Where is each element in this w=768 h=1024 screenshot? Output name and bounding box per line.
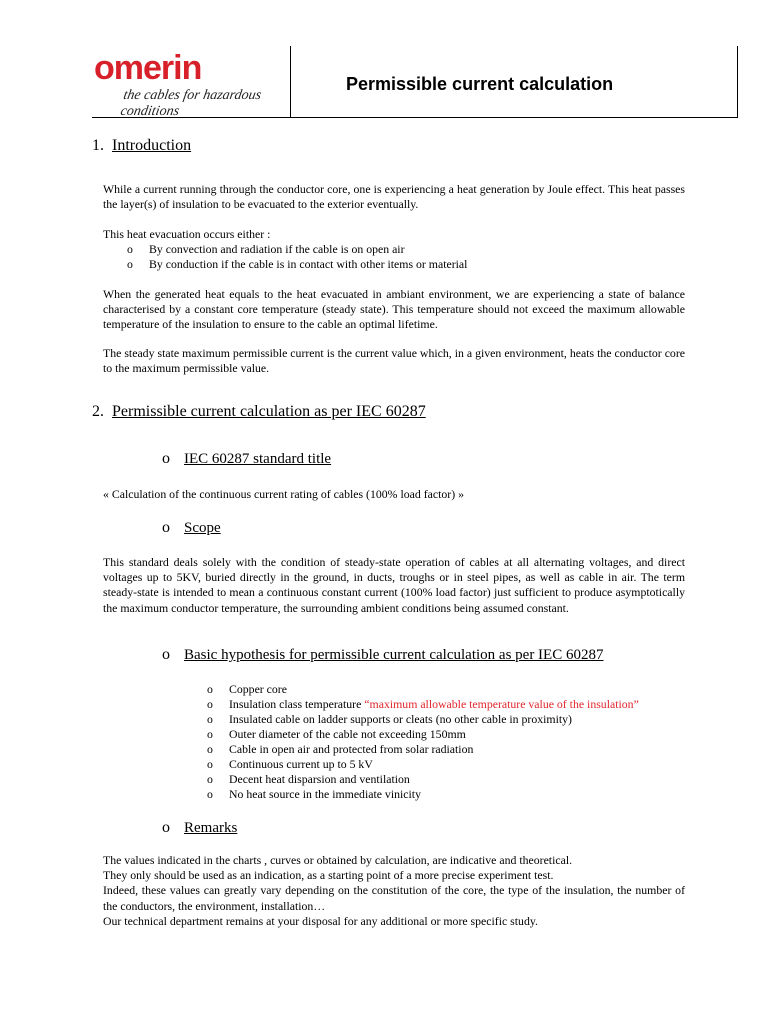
bullet-icon: o bbox=[207, 787, 213, 801]
section-number: 2. bbox=[92, 403, 104, 420]
company-logo: omerin bbox=[94, 49, 202, 87]
section-title: Introduction bbox=[112, 137, 192, 154]
subsection-basic-hypothesis: o Basic hypothesis for permissible current calculation as per IEC 60287 bbox=[162, 646, 604, 663]
section-2-heading bbox=[92, 403, 426, 421]
list-item: o No heat source in the immediate vinicity bbox=[207, 787, 421, 801]
bullet-icon: o bbox=[162, 519, 170, 536]
bullet-icon: o bbox=[207, 682, 213, 696]
document-title: Permissible current calculation bbox=[346, 74, 614, 94]
bullet-icon: o bbox=[127, 242, 133, 256]
remarks-paragraph: The values indicated in the charts , curves or obtained by calculation, are indicative and theoretical. They only should be used as an indication, as a starting point of a more precise experiment test. Indeed, these values can greatly vary depending on the constitution of the core, the type of the insulation, the number of the conductors, the environment, installation… Our technical department remains at your disposal for any additional or more specific study. bbox=[103, 853, 685, 928]
bullet-icon: o bbox=[207, 697, 213, 711]
subsection-standard-title: o IEC 60287 standard title bbox=[162, 450, 332, 467]
list-item: o Outer diameter of the cable not exceeding 150mm bbox=[207, 727, 466, 741]
list-item: o Cable in open air and protected from solar radiation bbox=[207, 742, 474, 756]
list-item: o Copper core bbox=[207, 682, 287, 696]
bullet-icon: o bbox=[207, 772, 213, 786]
logo-cell bbox=[92, 46, 291, 117]
bullet-icon: o bbox=[207, 727, 213, 741]
scope-paragraph: This standard deals solely with the condition of steady-state operation of cables at all alternating voltages, and direct voltages up to 5KV, buried directly in the ground, in ducts, troughs or in steel pipes, as well as cable in air. The term steady-state is intended to mean a continuous constant current (100% load factor) just sufficient to produce asymptotically the maximum conductor temperature, the surrounding ambient conditions being assumed constant. bbox=[103, 555, 685, 615]
list-item: o Decent heat disparsion and ventilation bbox=[207, 772, 410, 786]
bullet-icon: o bbox=[207, 757, 213, 771]
bullet-icon: o bbox=[162, 819, 170, 836]
company-tagline: the cables for hazardous conditions bbox=[119, 88, 263, 119]
standard-title-text: « Calculation of the continuous current rating of cables (100% load factor) » bbox=[103, 487, 464, 501]
list-item: o Continuous current up to 5 kV bbox=[207, 757, 373, 771]
section-number: 1. bbox=[92, 137, 104, 154]
section-1-heading bbox=[92, 137, 191, 155]
subsection-scope: o Scope bbox=[162, 519, 221, 536]
bullet-icon: o bbox=[207, 742, 213, 756]
list-item: o Insulated cable on ladder supports or cleats (no other cable in proximity) bbox=[207, 712, 572, 726]
intro-paragraph-4: The steady state maximum permissible current is the current value which, in a given environment, heats the conductor core to the maximum permissible value. bbox=[103, 346, 685, 376]
list-item: o Insulation class temperature “maximum allowable temperature value of the insulation” bbox=[207, 697, 639, 711]
highlighted-text: “maximum allowable temperature value of the insulation” bbox=[364, 697, 639, 711]
bullet-icon: o bbox=[162, 646, 170, 663]
section-title: Permissible current calculation as per IEC 60287 bbox=[112, 403, 426, 420]
list-item: o By convection and radiation if the cable is on open air bbox=[127, 242, 405, 256]
list-item: o By conduction if the cable is in contact with other items or material bbox=[127, 257, 468, 271]
document-header bbox=[92, 46, 738, 118]
intro-paragraph-1: While a current running through the conductor core, one is experiencing a heat generation by Joule effect. This heat passes the layer(s) of insulation to be evacuated to the exterior eventually. bbox=[103, 182, 685, 212]
intro-paragraph-2: This heat evacuation occurs either : bbox=[103, 227, 271, 241]
intro-paragraph-3: When the generated heat equals to the heat evacuated in ambiant environment, we are experiencing a state of balance characterised by a constant core temperature (steady state). This temperature should not exceed the maximum allowable temperature of the insulation to ensure to the cable an optimal lifetime. bbox=[103, 287, 685, 332]
bullet-icon: o bbox=[127, 257, 133, 271]
bullet-icon: o bbox=[162, 450, 170, 467]
header-divider bbox=[737, 46, 738, 117]
bullet-icon: o bbox=[207, 712, 213, 726]
subsection-remarks: o Remarks bbox=[162, 819, 238, 836]
